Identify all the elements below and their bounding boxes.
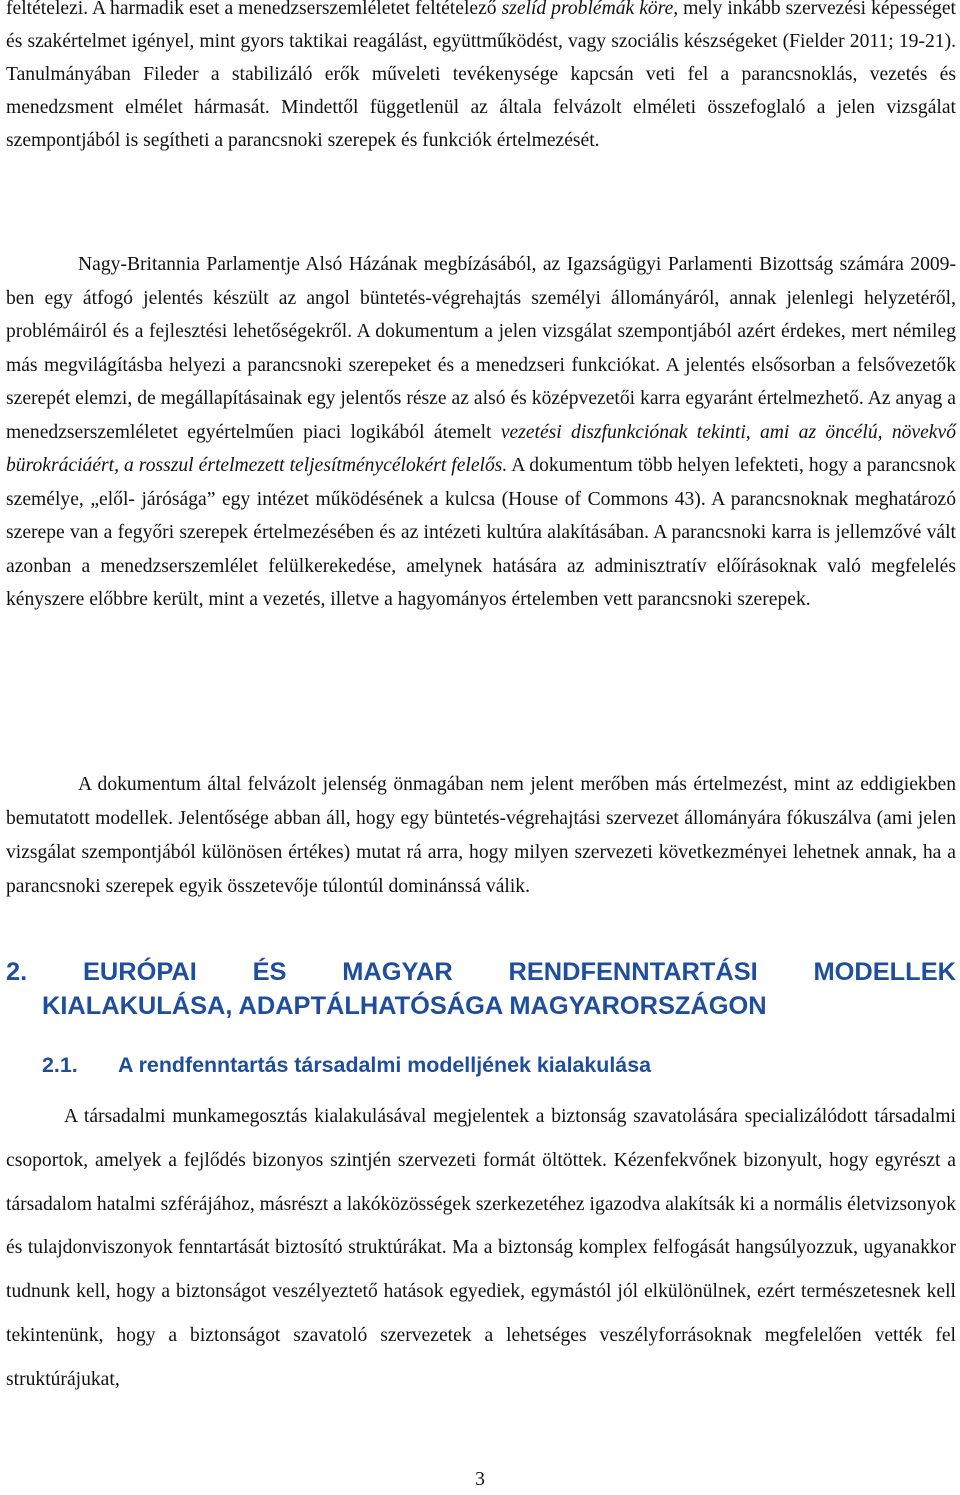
section-heading-word: RENDFENNTARTÁSI <box>508 958 758 986</box>
paragraph-1-text-b: mely inkább szervezési képességet és szakértelmet igényel, mint gyors taktikai reagálást, együttműködést, vagy szociális készségeket (Fielder 2011; 19-21). Tanulmányában Fileder a stabilizáló erők műveleti tevékenysége kapcsán veti fel a parancsnoklás, vezetés és menedzsment elmélet hármasát. Mindettől függetlenül az általa felvázolt elméleti összefoglaló a jelen vizsgálat szempontjából is segítheti a parancsnoki szerepek és funkciók értelmezését. <box>6 0 956 151</box>
paragraph-3: A dokumentum által felvázolt jelenség önmagában nem jelent merőben más értelmezést, mint az eddigiekben bemutatott modellek. Jelentősége abban áll, hogy egy büntetés-végrehajtási szervezet állományára fókuszálva (ami jelen vizsgálat szempontjából különösen értékes) mutat rá arra, hogy milyen szervezeti következményei lehetnek annak, ha a parancsnoki szerepek egyik összetevője túlontúl dominánssá válik. <box>6 774 956 897</box>
paragraph-2 <box>6 248 956 617</box>
paragraph-1-italic: szelíd problémák köre, <box>501 0 679 19</box>
paragraph-2-text-a: Nagy-Britannia Parlamentje Alsó Házának megbízásából, az Igazságügyi Parlamenti Bizottság számára 2009-ben egy átfogó jelentés készült az angol büntetés-végrehajtás személyi állományáról, annak jelenlegi helyzetéről, problémáiról és a fejlesztési lehetőségekről. A dokumentum a jelen vizsgálat szempontjából azért érdekes, mert némileg más megvilágításba helyezi a parancsnoki szerepeket és a menedzseri funkciókat. A jelentés elsősorban a felsővezetők szerepét elemzi, de megállapításainak egy jelentős része az alsó és középvezetői karra egyaránt értelmezhető. Az anyag a menedzserszemléletet egyértelműen piaci logikából átemelt <box>6 254 956 443</box>
page-number: 3 <box>475 1469 485 1490</box>
paragraph-1 <box>6 0 956 158</box>
section-heading-word: EURÓPAI <box>82 958 197 986</box>
subsection-number: 2.1. <box>42 1053 78 1077</box>
subsection-title: A rendfenntartás társadalmi modelljének kialakulása <box>118 1053 652 1077</box>
subsection-heading-2-1 <box>42 1050 651 1080</box>
section-heading-word: MODELLEK <box>813 958 956 986</box>
section-heading-word: MAGYAR <box>342 958 453 986</box>
paragraph-1-text-a: feltételezi. A harmadik eset a menedzserszemléletet feltételező <box>6 0 502 19</box>
section-heading-number: 2. <box>6 958 28 986</box>
paragraph-2-italic: vezetési diszfunkciónak tekinti, ami az öncélú, növekvő bürokráciáért, a rosszul értelmezett teljesítménycélokért felelős. <box>6 421 956 476</box>
section-heading-word: ÉS <box>252 958 287 986</box>
section-heading-2 <box>6 955 956 1023</box>
paragraph-4: A társadalmi munkamegosztás kialakulásával megjelentek a biztonság szavatolására specializálódott társadalmi csoportok, amelyek a fejlődés bizonyos szintjén szervezeti formát öltöttek. Kézenfekvőnek bizonyult, hogy egyrészt a társadalom hatalmi szférájához, másrészt a lakóközösségek szerkezetéhez igazodva alakítsák ki a normális életvizsonyok és tulajdonviszonyok fenntartását biztosító struktúrákat. Ma a biztonság komplex felfogását hangsúlyozzuk, ugyanakkor tudnunk kell, hogy a biztonságot veszélyeztető hatások egyediek, egymástól jól elkülönülnek, ezért természetesnek kell tekintenünk, hogy a biztonságot szavatoló szervezetek a lehetséges veszélyforrásoknak megfelelően vették fel struktúrájukat, <box>6 1106 956 1390</box>
section-heading-line-1 <box>6 955 956 989</box>
paragraph-2-text-b: A dokumentum több helyen lefekteti, hogy a parancsnok személye, „elől- járósága” egy intézet működésének a kulcsa (House of Commons 43). A parancsnoknak meghatározó szerepe van a fegyőri szerepek értelmezésében és az intézeti kultúra alakításában. A parancsnoki karra is jellemzővé vált azonban a menedzserszemlélet felülkerekedése, amelynek hatására az adminisztratív előírásoknak való megfelelés kényszere előbbre került, mint a vezetés, illetve a hagyományos értelemben vett parancsnoki szerepek. <box>6 455 956 610</box>
section-heading-line-2: KIALAKULÁSA, ADAPTÁLHATÓSÁGA MAGYARORSZÁGON <box>42 992 767 1020</box>
